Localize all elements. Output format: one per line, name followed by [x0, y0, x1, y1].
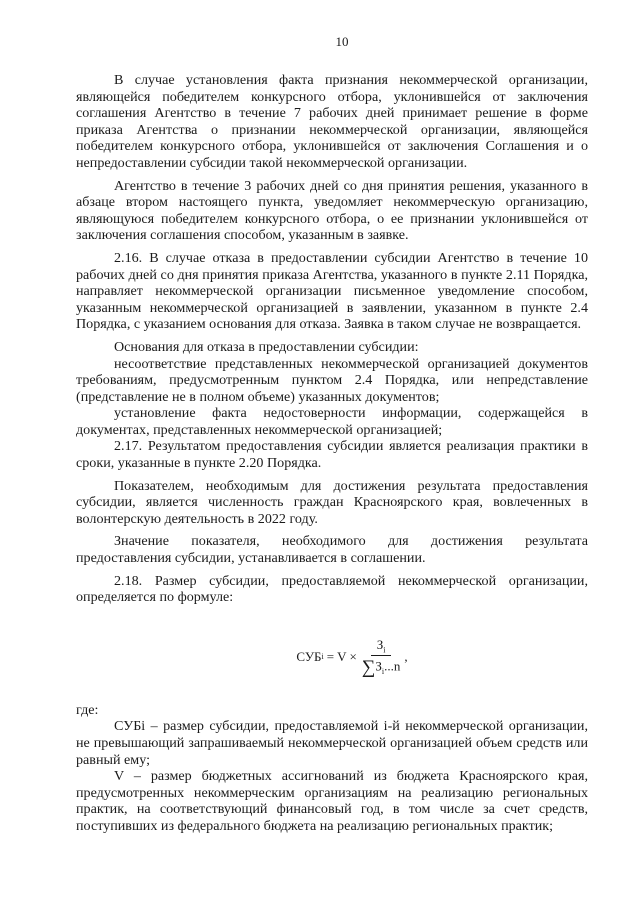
subsidy-formula	[76, 622, 588, 692]
formula-fraction	[362, 637, 401, 678]
paragraph-ground-nonconformity: несоответствие представленных некоммерческой организацией документов требованиям, предусмотренным пунктом 2.4 Порядка, или непредставление (представление не в полном объеме) указанных документов;	[76, 355, 588, 405]
page-number: 10	[335, 34, 349, 49]
numerator-subscript: i	[383, 645, 386, 655]
paragraph-2-18-size: 2.18. Размер субсидии, предоставляемой некоммерческой организации, определяется по формуле:	[76, 572, 588, 606]
paragraph-evasion-decision: В случае установления факта признания некоммерческой организации, являющейся победителем конкурсного отбора, уклонившейся от заключения соглашения Агентство в течение 7 рабочих дней принимает решение в форме приказа Агентства о признании некоммерческой организации, являющейся победителем конкурсного отбора, уклонившейся от заключения Соглашения и о непредоставлении субсидии такой некоммерческой организации.	[76, 72, 588, 171]
paragraph-indicator: Показателем, необходимым для достижения результата предоставления субсидии, является численность граждан Красноярского края, вовлеченных в волонтерскую деятельность в 2022 году.	[76, 477, 588, 527]
denominator-tail: ...n	[384, 658, 401, 674]
paragraph-indicator-value: Значение показателя, необходимого для достижения результата предоставления субсидии, устанавливается в соглашении.	[76, 533, 588, 567]
formula-expression	[296, 637, 407, 678]
formula-denominator	[362, 656, 401, 677]
formula-equals-times: = V ×	[326, 648, 357, 664]
where-label: где:	[76, 701, 99, 718]
numerator-symbol: З	[376, 636, 384, 652]
paragraph-2-17-result: 2.17. Результатом предоставления субсидии является реализация практики в сроки, указанные в пункте 2.20 Порядка.	[76, 438, 588, 472]
denominator-subscript: i	[381, 667, 385, 677]
formula-trailing-comma: ,	[404, 648, 408, 664]
document-body	[76, 72, 588, 835]
denominator-symbol: З	[375, 658, 382, 674]
formula-numerator	[371, 637, 392, 657]
definition-sub-i: СУБi – размер субсидии, предоставляемой i-й некоммерческой организации, не превышающий запрашиваемый некоммерческой организацией объем средств или равный ему;	[76, 718, 588, 768]
formula-lhs-subscript: i	[321, 652, 324, 662]
formula-lhs: СУБ	[296, 648, 322, 664]
paragraph-ground-unreliability: установление факта недостоверности информации, содержащейся в документах, представленных некоммерческой организацией;	[76, 405, 588, 438]
paragraph-refusal-grounds: Основания для отказа в предоставлении субсидии:	[114, 338, 419, 355]
paragraph-agency-notification: Агентство в течение 3 рабочих дней со дня принятия решения, указанного в абзаце втором настоящего пункта, уведомляет некоммерческую организацию, являющуюся победителем конкурсного отбора, о ее признании уклонившейся от заключения соглашения способом, указанным в заявке.	[76, 177, 588, 244]
paragraph-2-16-refusal: 2.16. В случае отказа в предоставлении субсидии Агентство в течение 10 рабочих дней со дня принятия приказа Агентства, указанного в пункте 2.11 Порядка, направляет некоммерческой организации письменное уведомление способом, указанным некоммерческой организацией в заявлении, указанном в пункте 2.4 Порядка, с указанием основания для отказа. Заявка в таком случае не возвращается.	[76, 249, 588, 333]
definition-v: V – размер бюджетных ассигнований из бюджета Красноярского края, предусмотренных некоммерческим организациям на реализацию региональных практик, на соответствующий финансовый год, в том числе за счет средств, поступивших из федерального бюджета на реализацию региональных практик;	[76, 768, 588, 834]
sigma-symbol: ∑	[361, 657, 376, 679]
